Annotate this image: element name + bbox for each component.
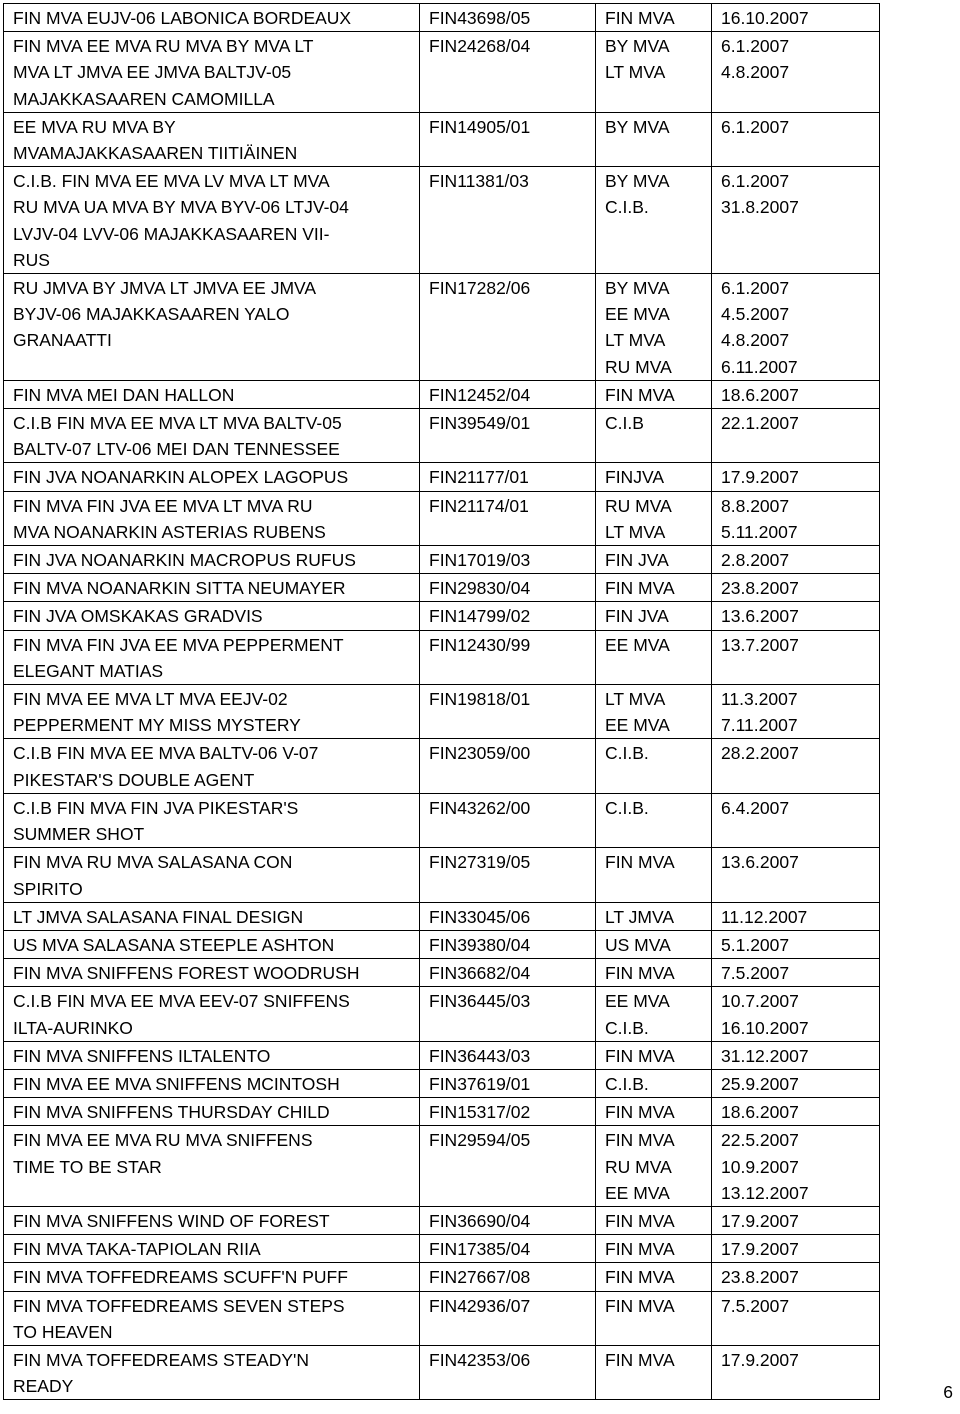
table-row — [4, 1126, 880, 1207]
registration-number-cell: FIN36690/04 — [420, 1206, 596, 1234]
dog-title-cell: FIN MVA RU MVA SALASANA CON SPIRITO — [4, 848, 420, 902]
registration-number-cell: FIN14799/02 — [420, 602, 596, 630]
registration-number-cell: FIN27667/08 — [420, 1263, 596, 1291]
registration-number-cell: FIN24268/04 — [420, 32, 596, 113]
title-cell: FIN MVA — [596, 1206, 712, 1234]
registration-number-cell: FIN15317/02 — [420, 1098, 596, 1126]
registration-number-cell: FIN37619/01 — [420, 1069, 596, 1097]
title-cell: FIN MVA — [596, 1235, 712, 1263]
results-table — [3, 3, 880, 1400]
title-cell: RU MVA LT MVA — [596, 491, 712, 545]
table-row — [4, 1206, 880, 1234]
registration-number-cell: FIN36682/04 — [420, 959, 596, 987]
date-cell: 13.6.2007 — [712, 602, 880, 630]
title-cell: FINJVA — [596, 463, 712, 491]
registration-number-cell: FIN39380/04 — [420, 930, 596, 958]
date-cell: 6.1.2007 4.8.2007 — [712, 32, 880, 113]
date-cell: 25.9.2007 — [712, 1069, 880, 1097]
title-cell: BY MVA EE MVA LT MVA RU MVA — [596, 274, 712, 381]
dog-title-cell: FIN MVA EE MVA RU MVA BY MVA LT MVA LT JMVA EE JMVA BALTJV-05 MAJAKKASAAREN CAMOMILLA — [4, 32, 420, 113]
registration-number-cell: FIN42936/07 — [420, 1291, 596, 1345]
date-cell: 10.7.2007 16.10.2007 — [712, 987, 880, 1041]
table-row — [4, 546, 880, 574]
table-row — [4, 848, 880, 902]
title-cell: C.I.B. — [596, 793, 712, 847]
table-row — [4, 1041, 880, 1069]
date-cell: 17.9.2007 — [712, 1345, 880, 1399]
dog-title-cell: FIN MVA SNIFFENS FOREST WOODRUSH — [4, 959, 420, 987]
registration-number-cell: FIN42353/06 — [420, 1345, 596, 1399]
registration-number-cell: FIN43698/05 — [420, 4, 596, 32]
date-cell: 23.8.2007 — [712, 574, 880, 602]
dog-title-cell: FIN MVA EE MVA RU MVA SNIFFENS TIME TO BE STAR — [4, 1126, 420, 1207]
date-cell: 16.10.2007 — [712, 4, 880, 32]
dog-title-cell: FIN MVA EE MVA LT MVA EEJV-02 PEPPERMENT MY MISS MYSTERY — [4, 685, 420, 739]
date-cell: 18.6.2007 — [712, 1098, 880, 1126]
registration-number-cell: FIN39549/01 — [420, 409, 596, 463]
dog-title-cell: FIN JVA OMSKAKAS GRADVIS — [4, 602, 420, 630]
registration-number-cell: FIN29594/05 — [420, 1126, 596, 1207]
registration-number-cell: FIN36443/03 — [420, 1041, 596, 1069]
table-row — [4, 1069, 880, 1097]
dog-title-cell: FIN JVA NOANARKIN ALOPEX LAGOPUS — [4, 463, 420, 491]
date-cell: 6.4.2007 — [712, 793, 880, 847]
title-cell: C.I.B. — [596, 739, 712, 793]
title-cell: FIN MVA — [596, 1345, 712, 1399]
dog-title-cell: FIN MVA SNIFFENS THURSDAY CHILD — [4, 1098, 420, 1126]
table-row — [4, 167, 880, 274]
title-cell: C.I.B. — [596, 1069, 712, 1097]
dog-title-cell: FIN MVA MEI DAN HALLON — [4, 380, 420, 408]
table-row — [4, 380, 880, 408]
title-cell: US MVA — [596, 930, 712, 958]
registration-number-cell: FIN17282/06 — [420, 274, 596, 381]
dog-title-cell: FIN MVA FIN JVA EE MVA LT MVA RU MVA NOANARKIN ASTERIAS RUBENS — [4, 491, 420, 545]
registration-number-cell: FIN43262/00 — [420, 793, 596, 847]
title-cell: FIN MVA — [596, 1041, 712, 1069]
date-cell: 11.3.2007 7.11.2007 — [712, 685, 880, 739]
title-cell: BY MVA — [596, 112, 712, 166]
table-row — [4, 1291, 880, 1345]
title-cell: FIN MVA — [596, 959, 712, 987]
date-cell: 13.7.2007 — [712, 630, 880, 684]
date-cell: 22.1.2007 — [712, 409, 880, 463]
dog-title-cell: RU JMVA BY JMVA LT JMVA EE JMVA BYJV-06 MAJAKKASAAREN YALO GRANAATTI — [4, 274, 420, 381]
date-cell: 11.12.2007 — [712, 902, 880, 930]
title-cell: LT MVA EE MVA — [596, 685, 712, 739]
registration-number-cell: FIN33045/06 — [420, 902, 596, 930]
title-cell: C.I.B — [596, 409, 712, 463]
table-row — [4, 1235, 880, 1263]
table-row — [4, 409, 880, 463]
dog-title-cell: FIN MVA SNIFFENS ILTALENTO — [4, 1041, 420, 1069]
dog-title-cell: C.I.B FIN MVA EE MVA LT MVA BALTV-05 BALTV-07 LTV-06 MEI DAN TENNESSEE — [4, 409, 420, 463]
date-cell: 7.5.2007 — [712, 959, 880, 987]
title-cell: EE MVA C.I.B. — [596, 987, 712, 1041]
table-row — [4, 630, 880, 684]
dog-title-cell: FIN MVA TOFFEDREAMS SEVEN STEPS TO HEAVEN — [4, 1291, 420, 1345]
registration-number-cell: FIN21177/01 — [420, 463, 596, 491]
dog-title-cell: FIN MVA FIN JVA EE MVA PEPPERMENT ELEGANT MATIAS — [4, 630, 420, 684]
title-cell: FIN MVA — [596, 1291, 712, 1345]
registration-number-cell: FIN17019/03 — [420, 546, 596, 574]
registration-number-cell: FIN21174/01 — [420, 491, 596, 545]
registration-number-cell: FIN36445/03 — [420, 987, 596, 1041]
title-cell: FIN JVA — [596, 546, 712, 574]
date-cell: 6.1.2007 31.8.2007 — [712, 167, 880, 274]
date-cell: 23.8.2007 — [712, 1263, 880, 1291]
table-row — [4, 1345, 880, 1399]
date-cell: 7.5.2007 — [712, 1291, 880, 1345]
title-cell: FIN MVA — [596, 574, 712, 602]
date-cell: 28.2.2007 — [712, 739, 880, 793]
registration-number-cell: FIN14905/01 — [420, 112, 596, 166]
dog-title-cell: EE MVA RU MVA BY MVAMAJAKKASAAREN TIITIÄINEN — [4, 112, 420, 166]
dog-title-cell: FIN MVA SNIFFENS WIND OF FOREST — [4, 1206, 420, 1234]
title-cell: FIN MVA — [596, 848, 712, 902]
registration-number-cell: FIN19818/01 — [420, 685, 596, 739]
table-row — [4, 491, 880, 545]
title-cell: LT JMVA — [596, 902, 712, 930]
dog-title-cell: FIN MVA TOFFEDREAMS STEADY'N READY — [4, 1345, 420, 1399]
table-row — [4, 112, 880, 166]
table-row — [4, 602, 880, 630]
title-cell: FIN JVA — [596, 602, 712, 630]
dog-title-cell: FIN MVA NOANARKIN SITTA NEUMAYER — [4, 574, 420, 602]
registration-number-cell: FIN12430/99 — [420, 630, 596, 684]
table-row — [4, 4, 880, 32]
date-cell: 8.8.2007 5.11.2007 — [712, 491, 880, 545]
table-row — [4, 793, 880, 847]
registration-number-cell: FIN29830/04 — [420, 574, 596, 602]
title-cell: FIN MVA — [596, 4, 712, 32]
dog-title-cell: C.I.B FIN MVA EE MVA EEV-07 SNIFFENS ILTA-AURINKO — [4, 987, 420, 1041]
table-row — [4, 463, 880, 491]
date-cell: 6.1.2007 — [712, 112, 880, 166]
table-row — [4, 902, 880, 930]
dog-title-cell: C.I.B. FIN MVA EE MVA LV MVA LT MVA RU MVA UA MVA BY MVA BYV-06 LTJV-04 LVJV-04 LVV-06 MAJAKKASAAREN VII- RUS — [4, 167, 420, 274]
table-row — [4, 739, 880, 793]
date-cell: 5.1.2007 — [712, 930, 880, 958]
title-cell: FIN MVA — [596, 380, 712, 408]
date-cell: 17.9.2007 — [712, 463, 880, 491]
date-cell: 31.12.2007 — [712, 1041, 880, 1069]
table-row — [4, 685, 880, 739]
dog-title-cell: FIN MVA TOFFEDREAMS SCUFF'N PUFF — [4, 1263, 420, 1291]
dog-title-cell: C.I.B FIN MVA EE MVA BALTV-06 V-07 PIKESTAR'S DOUBLE AGENT — [4, 739, 420, 793]
table-row — [4, 959, 880, 987]
date-cell: 17.9.2007 — [712, 1206, 880, 1234]
title-cell: FIN MVA — [596, 1098, 712, 1126]
dog-title-cell: FIN MVA EE MVA SNIFFENS MCINTOSH — [4, 1069, 420, 1097]
title-cell: FIN MVA RU MVA EE MVA — [596, 1126, 712, 1207]
title-cell: EE MVA — [596, 630, 712, 684]
registration-number-cell: FIN23059/00 — [420, 739, 596, 793]
registration-number-cell: FIN17385/04 — [420, 1235, 596, 1263]
table-row — [4, 987, 880, 1041]
title-cell: FIN MVA — [596, 1263, 712, 1291]
dog-title-cell: US MVA SALASANA STEEPLE ASHTON — [4, 930, 420, 958]
title-cell: BY MVA C.I.B. — [596, 167, 712, 274]
date-cell: 6.1.2007 4.5.2007 4.8.2007 6.11.2007 — [712, 274, 880, 381]
dog-title-cell: FIN MVA EUJV-06 LABONICA BORDEAUX — [4, 4, 420, 32]
results-table-body — [4, 4, 880, 1400]
date-cell: 22.5.2007 10.9.2007 13.12.2007 — [712, 1126, 880, 1207]
dog-title-cell: LT JMVA SALASANA FINAL DESIGN — [4, 902, 420, 930]
table-row — [4, 574, 880, 602]
dog-title-cell: C.I.B FIN MVA FIN JVA PIKESTAR'S SUMMER SHOT — [4, 793, 420, 847]
table-row — [4, 1098, 880, 1126]
date-cell: 18.6.2007 — [712, 380, 880, 408]
table-row — [4, 1263, 880, 1291]
registration-number-cell: FIN11381/03 — [420, 167, 596, 274]
table-row — [4, 274, 880, 381]
registration-number-cell: FIN27319/05 — [420, 848, 596, 902]
table-row — [4, 930, 880, 958]
dog-title-cell: FIN MVA TAKA-TAPIOLAN RIIA — [4, 1235, 420, 1263]
date-cell: 17.9.2007 — [712, 1235, 880, 1263]
table-row — [4, 32, 880, 113]
registration-number-cell: FIN12452/04 — [420, 380, 596, 408]
date-cell: 13.6.2007 — [712, 848, 880, 902]
dog-title-cell: FIN JVA NOANARKIN MACROPUS RUFUS — [4, 546, 420, 574]
page-number: 6 — [943, 1382, 953, 1402]
title-cell: BY MVA LT MVA — [596, 32, 712, 113]
date-cell: 2.8.2007 — [712, 546, 880, 574]
